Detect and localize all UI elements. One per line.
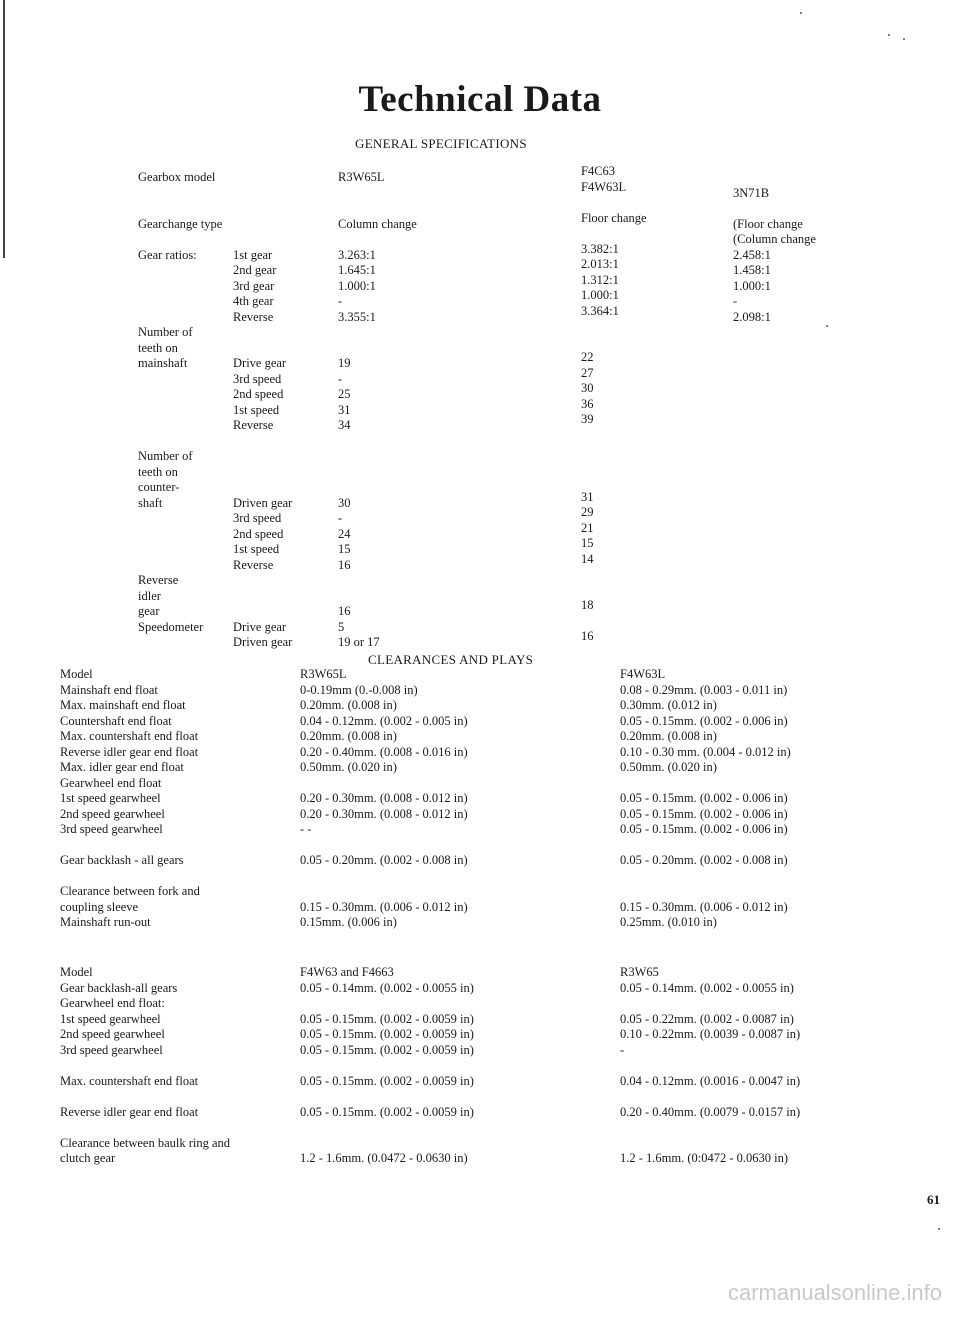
general-label-column-line: gear (138, 604, 160, 618)
second-table-f4w63-column-line: F4W63 and F4663 (300, 965, 394, 979)
second-table-label-column-line: Reverse idler gear end float (60, 1104, 199, 1119)
second-table-r3w65-column-line (620, 1120, 800, 1136)
clearances-r3w65l-column (300, 667, 468, 931)
general-sub-label-column-line: Drive gear (233, 619, 287, 634)
general-r3w65l-column-line: 16 (338, 557, 351, 572)
general-f4-column-line (581, 335, 647, 351)
clearances-label-column-line: 2nd speed gearwheel (60, 806, 165, 821)
clearances-r3w65l-column-line: 0.20mm. (0.008 in) (300, 729, 397, 743)
page-number: 61 (927, 1192, 940, 1207)
second-table-r3w65-column-line: R3W65 (620, 965, 659, 979)
general-sub-label-column-line (233, 573, 292, 589)
general-f4-column-line (581, 428, 647, 444)
general-r3w65l-column-line: R3W65L (338, 170, 385, 184)
general-r3w65l-column-line (338, 465, 417, 481)
clearances-label-column-line: Countershaft end float (60, 713, 172, 728)
general-sub-label-column-line: Reverse (233, 557, 274, 572)
general-label-column-line: Speedometer (138, 619, 204, 634)
clearances-f4w63l-column-line: 0.15 - 0.30mm. (0.006 - 0.012 in) (620, 899, 788, 914)
general-r3w65l-column-line (338, 341, 417, 357)
general-r3w65l-column-line: 25 (338, 387, 351, 401)
general-r3w65l-column-line: 30 (338, 495, 351, 510)
second-table-f4w63-column-line (300, 996, 474, 1012)
general-f4-column-line: 21 (581, 520, 594, 535)
general-r3w65l-column-line (338, 449, 417, 465)
clearances-heading: CLEARANCES AND PLAYS (368, 652, 534, 667)
general-sub-label-column-line (233, 434, 292, 450)
general-f4-column-line (581, 614, 647, 630)
general-sub-label-column (233, 170, 292, 651)
clearances-label-column-line: Gearwheel end float (60, 775, 162, 790)
general-specifications-heading: GENERAL SPECIFICATIONS (355, 136, 527, 151)
general-sub-label-column-line (233, 325, 292, 341)
clearances-r3w65l-column-line: R3W65L (300, 667, 347, 681)
general-3n71b-column-line: 2.098:1 (733, 309, 771, 324)
general-label-column-line (138, 403, 222, 419)
general-f4-column-line: 31 (581, 489, 594, 504)
general-f4-column-line (581, 319, 647, 335)
clearances-r3w65l-column-line (300, 869, 468, 885)
general-label-column-line (138, 232, 222, 248)
clearances-label-column-line: Reverse idler gear end float (60, 744, 199, 759)
general-f4-column-line: 2.013:1 (581, 257, 619, 271)
clearances-label-column-line: Max. idler gear end float (60, 760, 184, 774)
clearances-label-column-line (60, 838, 200, 854)
general-sub-label-column-line (233, 170, 292, 186)
second-table-f4w63-column-line: 0.05 - 0.15mm. (0.002 - 0.0059 in) (300, 1027, 474, 1041)
general-sub-label-column-line: Reverse (233, 309, 274, 324)
page-edge-line (3, 0, 5, 258)
general-label-column-line (138, 186, 222, 202)
general-r3w65l-column-line: - (338, 511, 343, 525)
page-title: Technical Data (358, 79, 602, 120)
general-label-column-line (138, 511, 222, 527)
general-label-column-line (138, 310, 222, 326)
general-sub-label-column-line: 1st speed (233, 402, 280, 417)
general-label-column-line (138, 434, 222, 450)
clearances-f4w63l-column-line (620, 884, 791, 900)
clearances-label-column-line: coupling sleeve (60, 899, 139, 914)
second-table-r3w65-column-line: 0.10 - 0.22mm. (0.0039 - 0.0087 in) (620, 1027, 801, 1041)
general-f4-column-line: Floor change (581, 210, 647, 225)
second-table-label-column (60, 965, 230, 1167)
general-r3w65l-column-line: 19 or 17 (338, 635, 380, 649)
second-table-label-column-line: 1st speed gearwheel (60, 1011, 161, 1026)
clearances-f4w63l-column-line: F4W63L (620, 667, 666, 681)
general-sub-label-column-line: 2nd gear (233, 263, 277, 277)
scan-speck (800, 12, 802, 14)
general-f4-column-line: 3.382:1 (581, 241, 619, 256)
second-table-f4w63-column-line: 0.05 - 0.14mm. (0.002 - 0.0055 in) (300, 980, 474, 995)
second-table-r3w65-column-line (620, 1089, 800, 1105)
clearances-label-column-line: Mainshaft run-out (60, 915, 151, 929)
general-r3w65l-column-line (338, 232, 417, 248)
general-r3w65l-column-line: 5 (338, 619, 345, 634)
general-r3w65l-column-line: Column change (338, 216, 417, 231)
second-table-f4w63-column-line: 0.05 - 0.15mm. (0.002 - 0.0059 in) (300, 1011, 474, 1026)
general-r3w65l-column-line: - (338, 371, 343, 386)
general-r3w65l-column (338, 170, 417, 651)
general-label-column-line: counter- (138, 480, 180, 494)
clearances-f4w63l-column-line: 0.05 - 0.15mm. (0.002 - 0.006 in) (620, 806, 788, 821)
general-r3w65l-column-line: 1.000:1 (338, 278, 376, 293)
general-r3w65l-column-line: 3.355:1 (338, 309, 376, 324)
general-label-column-line: teeth on (138, 464, 178, 479)
clearances-f4w63l-column-line: 0.50mm. (0.020 in) (620, 760, 717, 774)
second-table-label-column-line: Clearance between baulk ring and (60, 1135, 231, 1150)
general-sub-label-column-line: 3rd speed (233, 511, 282, 525)
watermark-text: carmanualsonline.info (727, 1280, 942, 1305)
general-f4-column-line: 1.312:1 (581, 272, 619, 287)
general-label-column-line (138, 527, 222, 543)
general-sub-label-column-line: Drive gear (233, 356, 287, 370)
second-table-f4w63-column (300, 965, 474, 1167)
clearances-f4w63l-column-line: 0.25mm. (0.010 in) (620, 915, 717, 929)
scan-speck (938, 1228, 940, 1230)
clearances-r3w65l-column-line: 0-0.19mm (0.-0.008 in) (300, 682, 418, 697)
general-f4-column (581, 164, 647, 645)
general-f4-column-line (581, 583, 647, 599)
general-r3w65l-column-line (338, 573, 417, 589)
general-f4-column-line: 3.364:1 (581, 303, 619, 318)
general-label-column-line: shaft (138, 495, 163, 510)
general-sub-label-column-line: 2nd speed (233, 526, 284, 541)
general-sub-label-column-line: 1st speed (233, 542, 280, 556)
general-3n71b-column-line: - (733, 294, 738, 308)
general-3n71b-column-line: (Column change (733, 232, 816, 246)
second-table-f4w63-column-line: 0.05 - 0.15mm. (0.002 - 0.0059 in) (300, 1042, 474, 1057)
general-r3w65l-column-line: 3.263:1 (338, 247, 376, 262)
general-3n71b-column (733, 170, 816, 325)
clearances-r3w65l-column-line: 0.04 - 0.12mm. (0.002 - 0.005 in) (300, 713, 468, 728)
second-table-f4w63-column-line: 1.2 - 1.6mm. (0.0472 - 0.0630 in) (300, 1151, 468, 1165)
general-f4-column-line: 16 (581, 629, 594, 643)
clearances-r3w65l-column-line (300, 884, 468, 900)
clearances-f4w63l-column-line: 0.05 - 0.15mm. (0.002 - 0.006 in) (620, 822, 788, 836)
general-sub-label-column-line (233, 589, 292, 605)
general-r3w65l-column-line: 16 (338, 604, 351, 618)
general-label-column-line (138, 201, 222, 217)
general-r3w65l-column-line (338, 480, 417, 496)
clearances-f4w63l-column-line: 0.08 - 0.29mm. (0.003 - 0.011 in) (620, 682, 788, 697)
general-sub-label-column-line: 4th gear (233, 294, 274, 308)
general-r3w65l-column-line: 24 (338, 526, 351, 541)
clearances-r3w65l-column-line (300, 838, 468, 854)
general-sub-label-column-line: 1st gear (233, 247, 273, 262)
second-table-label-column-line (60, 1058, 230, 1074)
general-label-column-line (138, 263, 222, 279)
general-sub-label-column-line: 3rd gear (233, 278, 275, 293)
general-label-column (138, 170, 222, 651)
clearances-r3w65l-column-line: 0.20 - 0.30mm. (0.008 - 0.012 in) (300, 806, 468, 821)
second-table-f4w63-column-line (300, 1120, 474, 1136)
general-label-column-line: Gearbox model (138, 170, 216, 184)
clearances-f4w63l-column (620, 667, 791, 931)
general-sub-label-column-line: Driven gear (233, 635, 293, 649)
clearances-label-column-line: Model (60, 667, 93, 681)
general-r3w65l-column-line: 1.645:1 (338, 263, 376, 277)
general-f4-column-line: 36 (581, 396, 594, 411)
second-table-f4w63-column-line (300, 1136, 474, 1152)
general-sub-label-column-line (233, 217, 292, 233)
clearances-label-column-line: 3rd speed gearwheel (60, 822, 163, 836)
general-f4-column-line (581, 459, 647, 475)
scan-speck (903, 38, 905, 40)
scan-speck (888, 34, 890, 36)
clearances-label-column-line: Mainshaft end float (60, 682, 158, 697)
clearances-r3w65l-column-line: - - (300, 822, 312, 836)
clearances-label-column (60, 667, 200, 931)
general-r3w65l-column-line (338, 186, 417, 202)
scan-speck (826, 325, 828, 327)
second-table-r3w65-column-line: 0.04 - 0.12mm. (0.0016 - 0.0047 in) (620, 1073, 801, 1088)
clearances-f4w63l-column-line (620, 838, 791, 854)
general-f4-column-line: 1.000:1 (581, 288, 619, 302)
clearances-f4w63l-column-line: 0.05 - 0.15mm. (0.002 - 0.006 in) (620, 791, 788, 805)
general-sub-label-column-line (233, 465, 292, 481)
general-label-column-line: Number of (138, 449, 193, 463)
general-label-column-line: Reverse (138, 573, 179, 587)
second-table-label-column-line (60, 1120, 230, 1136)
general-label-column-line (138, 372, 222, 388)
general-f4-column-line (581, 567, 647, 583)
general-3n71b-column-line: 2.458:1 (733, 247, 771, 262)
clearances-r3w65l-column-line: 0.20 - 0.30mm. (0.008 - 0.012 in) (300, 791, 468, 805)
general-sub-label-column-line (233, 232, 292, 248)
general-r3w65l-column-line (338, 325, 417, 341)
second-table-r3w65-column-line: 0.05 - 0.14mm. (0.002 - 0.0055 in) (620, 980, 794, 995)
general-sub-label-column-line (233, 201, 292, 217)
general-f4-column-line (581, 474, 647, 490)
general-r3w65l-column-line: 34 (338, 418, 351, 432)
general-f4-column-line: F4W63L (581, 179, 627, 194)
general-sub-label-column-line: Driven gear (233, 495, 293, 510)
second-table-r3w65-column-line (620, 1136, 800, 1152)
second-table-r3w65-column (620, 965, 800, 1167)
general-label-column-line: Number of (138, 325, 193, 339)
general-f4-column-line: 39 (581, 412, 594, 426)
general-r3w65l-column-line (338, 201, 417, 217)
second-table-label-column-line: Gearwheel end float: (60, 996, 165, 1010)
general-label-column-line (138, 418, 222, 434)
second-table-r3w65-column-line (620, 1058, 800, 1074)
clearances-r3w65l-column-line: 0.20mm. (0.008 in) (300, 698, 397, 712)
general-label-column-line: Gearchange type (138, 216, 223, 231)
general-sub-label-column-line: Reverse (233, 418, 274, 432)
second-table-label-column-line (60, 1089, 230, 1105)
second-table-r3w65-column-line: 0.20 - 0.40mm. (0.0079 - 0.0157 in) (620, 1104, 801, 1119)
second-table-r3w65-column-line (620, 996, 800, 1012)
clearances-f4w63l-column-line (620, 776, 791, 792)
general-sub-label-column-line (233, 341, 292, 357)
clearances-label-column-line: Gear backlash - all gears (60, 853, 184, 867)
general-f4-column-line: 14 (581, 551, 594, 566)
general-r3w65l-column-line: 19 (338, 356, 351, 370)
general-r3w65l-column-line: 15 (338, 542, 351, 556)
general-f4-column-line: 30 (581, 381, 594, 395)
general-label-column-line: teeth on (138, 340, 178, 355)
general-f4-column-line (581, 443, 647, 459)
general-label-column-line (138, 542, 222, 558)
general-sub-label-column-line (233, 449, 292, 465)
clearances-r3w65l-column-line: 0.15mm. (0.006 in) (300, 915, 397, 929)
second-table-label-column-line: 2nd speed gearwheel (60, 1027, 165, 1041)
general-3n71b-column-line: 1.458:1 (733, 263, 771, 277)
general-sub-label-column-line (233, 480, 292, 496)
general-f4-column-line: 15 (581, 536, 594, 550)
second-table-f4w63-column-line: 0.05 - 0.15mm. (0.002 - 0.0059 in) (300, 1073, 474, 1088)
second-table-f4w63-column-line (300, 1089, 474, 1105)
second-table-label-column-line: 3rd speed gearwheel (60, 1042, 163, 1057)
clearances-f4w63l-column-line: 0.10 - 0.30 mm. (0.004 - 0.012 in) (620, 744, 791, 759)
general-f4-column-line (581, 195, 647, 211)
general-f4-column-line: 18 (581, 598, 594, 612)
clearances-label-column-line: Max. mainshaft end float (60, 698, 186, 712)
clearances-f4w63l-column-line: 0.30mm. (0.012 in) (620, 698, 717, 712)
second-table-f4w63-column-line: 0.05 - 0.15mm. (0.002 - 0.0059 in) (300, 1104, 474, 1119)
clearances-label-column-line: 1st speed gearwheel (60, 791, 161, 805)
clearances-f4w63l-column-line (620, 869, 791, 885)
general-sub-label-column-line (233, 604, 292, 620)
general-f4-column-line: 27 (581, 365, 594, 380)
second-table-r3w65-column-line: 0.05 - 0.22mm. (0.002 - 0.0087 in) (620, 1011, 794, 1026)
general-sub-label-column-line: 2nd speed (233, 387, 284, 401)
general-label-column-line (138, 294, 222, 310)
general-sub-label-column-line (233, 186, 292, 202)
second-table-label-column-line: clutch gear (60, 1151, 116, 1165)
general-3n71b-column-line: 1.000:1 (733, 278, 771, 293)
clearances-r3w65l-column-line: 0.15 - 0.30mm. (0.006 - 0.012 in) (300, 899, 468, 914)
clearances-label-column-line: Max. countershaft end float (60, 729, 199, 743)
clearances-r3w65l-column-line: 0.05 - 0.20mm. (0.002 - 0.008 in) (300, 853, 468, 867)
general-r3w65l-column-line (338, 589, 417, 605)
second-table-f4w63-column-line (300, 1058, 474, 1074)
general-r3w65l-column-line (338, 434, 417, 450)
general-r3w65l-column-line: 31 (338, 402, 351, 417)
general-f4-column-line: 22 (581, 350, 594, 364)
clearances-f4w63l-column-line: 0.05 - 0.15mm. (0.002 - 0.006 in) (620, 713, 788, 728)
general-f4-column-line: F4C63 (581, 164, 616, 178)
clearances-r3w65l-column-line (300, 776, 468, 792)
second-table-r3w65-column-line: 1.2 - 1.6mm. (0:0472 - 0.0630 in) (620, 1151, 789, 1165)
general-3n71b-column-line (733, 201, 816, 217)
general-3n71b-column-line (733, 170, 816, 186)
general-f4-column-line (581, 226, 647, 242)
general-label-column-line (138, 558, 222, 574)
general-label-column-line (138, 279, 222, 295)
general-label-column-line (138, 387, 222, 403)
general-label-column-line: idler (138, 588, 161, 603)
general-f4-column-line: 29 (581, 505, 594, 519)
clearances-r3w65l-column-line: 0.20 - 0.40mm. (0.008 - 0.016 in) (300, 744, 468, 759)
second-table-r3w65-column-line: - (620, 1042, 625, 1057)
second-table-label-column-line: Model (60, 965, 93, 979)
general-r3w65l-column-line: - (338, 294, 343, 308)
second-table-label-column-line: Max. countershaft end float (60, 1073, 199, 1088)
general-3n71b-column-line: 3N71B (733, 185, 770, 200)
clearances-f4w63l-column-line: 0.20mm. (0.008 in) (620, 729, 717, 743)
general-label-column-line (138, 635, 222, 651)
clearances-label-column-line (60, 869, 200, 885)
clearances-f4w63l-column-line: 0.05 - 0.20mm. (0.002 - 0.008 in) (620, 853, 788, 867)
general-3n71b-column-line: (Floor change (733, 216, 803, 231)
clearances-label-column-line: Clearance between fork and (60, 884, 200, 898)
general-label-column-line: Gear ratios: (138, 247, 197, 262)
second-table-label-column-line: Gear backlash-all gears (60, 980, 178, 995)
clearances-r3w65l-column-line: 0.50mm. (0.020 in) (300, 760, 397, 774)
general-label-column-line: mainshaft (138, 356, 188, 370)
general-sub-label-column-line: 3rd speed (233, 371, 282, 386)
